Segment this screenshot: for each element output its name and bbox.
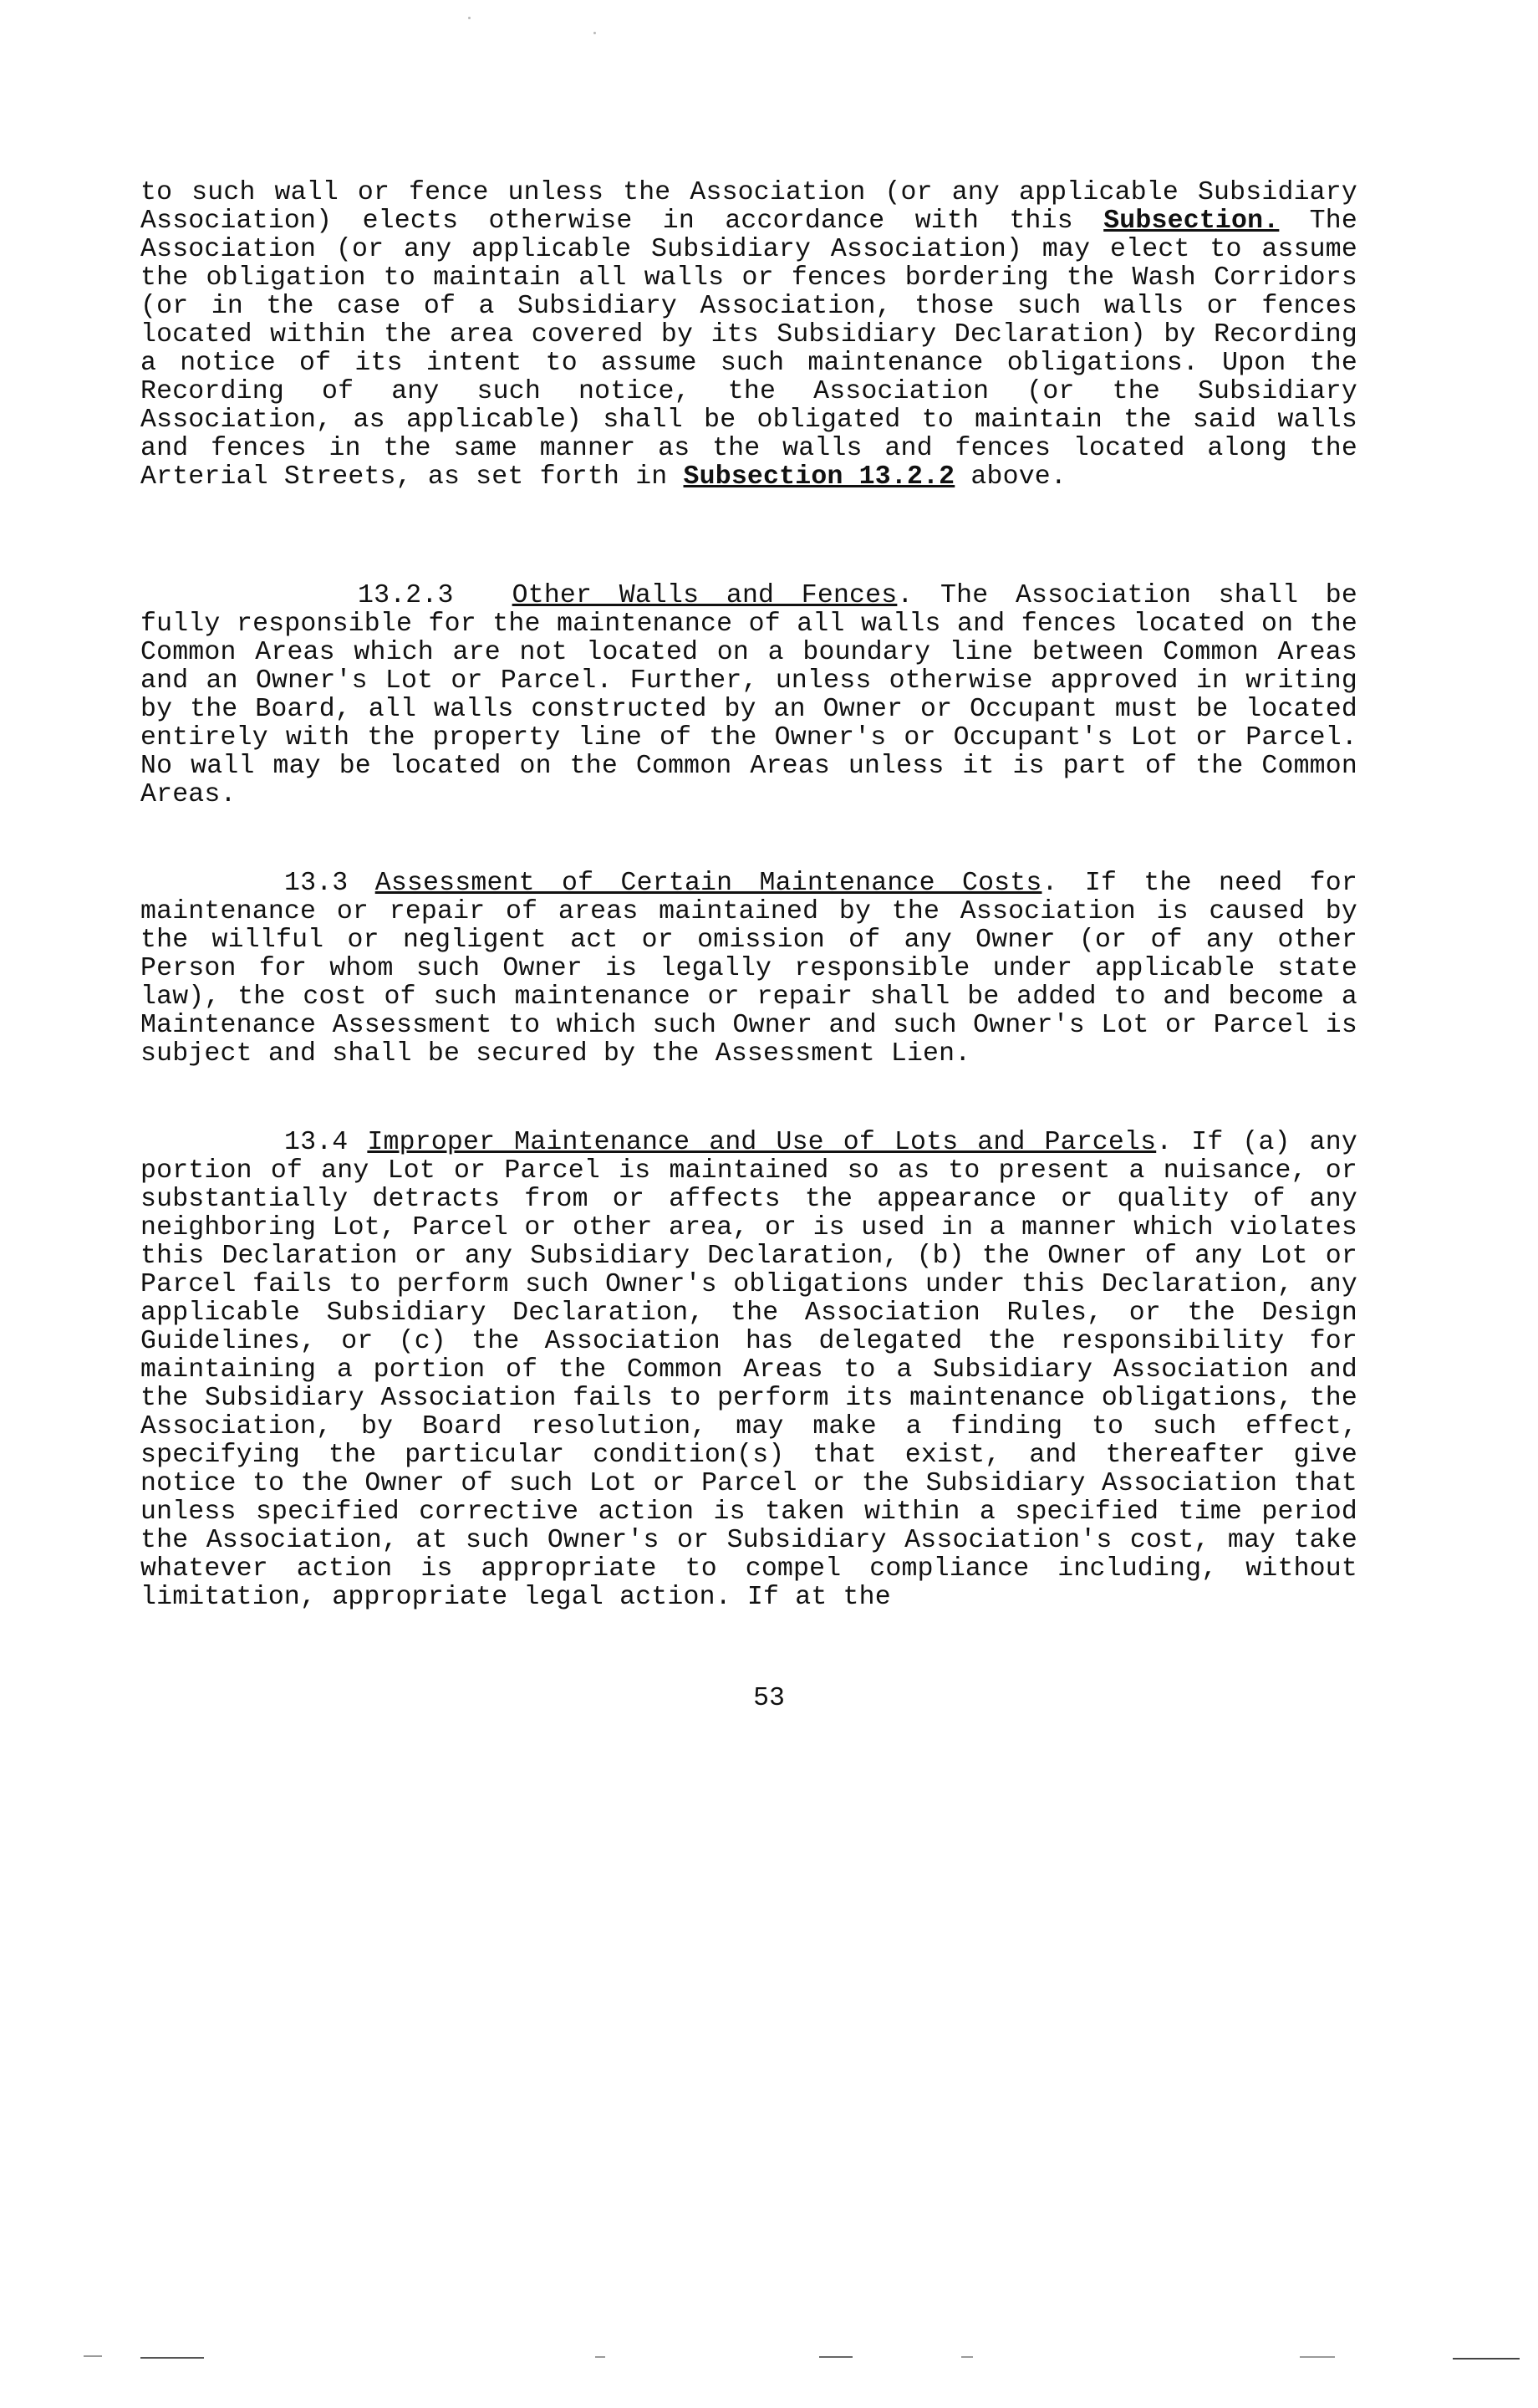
paragraph-continuation (140, 179, 1357, 492)
scan-speck (468, 17, 471, 19)
subsection-reference: Subsection. (1103, 206, 1280, 236)
section-number: 13.2.3 (358, 580, 454, 610)
subsection-reference: Subsection 13.2.2 (683, 462, 955, 492)
section-13-3 (140, 870, 1357, 1069)
section-text: . If the need for maintenance or repair of areas maintained by the Association is caused by the willful or negligent act or omission of any Owner (or of any other Person for whom such Owner is legally responsible under applicable state law), the cost of such maintenance or repair shall be added to and become a Maintenance Assessment to which such Owner and such Owner's Lot or Parcel is subject and shall be secured by the Assessment Lien. (140, 868, 1357, 1069)
scan-artifact (84, 2355, 102, 2357)
paragraph-text: above. (955, 462, 1067, 492)
section-heading: Other Walls and Fences (512, 580, 898, 610)
scan-artifact (1300, 2356, 1335, 2358)
scan-artifact (819, 2356, 853, 2358)
paragraph-text: to such wall or fence unless the Association (or any applicable Subsidiary Association) elects otherwise in accordance with this (140, 177, 1357, 236)
paragraph-text: The Association (or any applicable Subsidiary Association) may elect to assume the obligation to maintain all walls or fences bordering the Wash Corridors (or in the case of a Subsidiary Association, those such walls or fences located within the area covered by its Subsidiary Declaration) by Recording a notice of its intent to assume such maintenance obligations. Upon the Recording of any such notice, the Association (or the Subsidiary Association, as applicable) shall be obligated to maintain the said walls and fences in the same manner as the walls and fences located along the Arterial Streets, as set forth in (140, 206, 1357, 492)
scan-artifact (961, 2356, 973, 2358)
section-text: . The Association shall be fully responsible for the maintenance of all walls and fences located on the Common Areas which are not located on a boundary line between Common Areas and an Owner's Lot or Parcel. Further, unless otherwise approved in writing by the Board, all walls constructed by an Owner or Occupant must be located entirely with the property line of the Owner's or Occupant's Lot or Parcel. No wall may be located on the Common Areas unless it is part of the Common Areas. (140, 580, 1357, 809)
section-number: 13.4 (284, 1127, 349, 1157)
scan-artifact (595, 2356, 605, 2358)
scan-artifact (1453, 2358, 1520, 2360)
section-13-4 (140, 1129, 1357, 1612)
section-number: 13.3 (284, 868, 349, 898)
scan-artifact (140, 2357, 204, 2359)
page-number: 53 (753, 1684, 785, 1713)
section-text: . If (a) any portion of any Lot or Parcel is maintained so as to present a nuisance, or substantially detracts from or affects the appearance or quality of any neighboring Lot, Parcel or other area, or is used in a manner which violates this Declaration or any Subsidiary Declaration, (b) the Owner of any Lot or Parcel fails to perform such Owner's obligations under this Declaration, any applicable Subsidiary Declaration, the Association Rules, or the Design Guidelines, or (c) the Association has delegated the responsibility for maintaining a portion of the Common Areas to a Subsidiary Association and the Subsidiary Association fails to perform its maintenance obligations, the Association, by Board resolution, may make a finding to such effect, specifying the particular condition(s) that exist, and thereafter give notice to the Owner of such Lot or Parcel or the Subsidiary Association that unless specified corrective action is taken within a specified time period the Association, at such Owner's or Subsidiary Association's cost, may take whatever action is appropriate to compel compliance including, without limitation, appropriate legal action. If at the (140, 1127, 1357, 1612)
section-13-2-3 (140, 582, 1357, 809)
section-heading: Improper Maintenance and Use of Lots and Parcels (367, 1127, 1157, 1157)
section-heading: Assessment of Certain Maintenance Costs (374, 868, 1042, 898)
scan-speck (593, 32, 596, 34)
